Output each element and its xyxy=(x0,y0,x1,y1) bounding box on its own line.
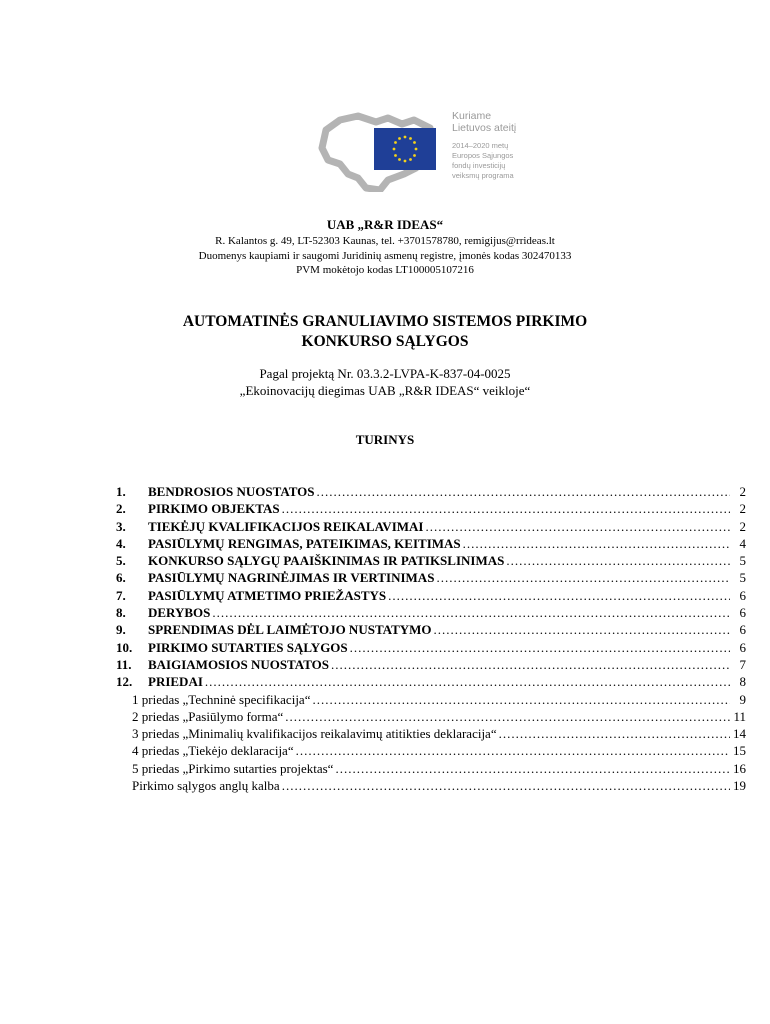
eu-flag-lithuania-map-icon xyxy=(318,110,448,192)
toc-page-number: 5 xyxy=(739,553,746,569)
toc-entry-number: 5. xyxy=(116,553,126,569)
toc-dot-leader xyxy=(388,588,730,604)
toc-entry-title: BAIGIAMOSIOS NUOSTATOS xyxy=(148,656,329,672)
toc-heading: TURINYS xyxy=(355,432,415,447)
toc-page-number: 14 xyxy=(733,726,746,742)
toc-entry-title: TIEKĖJŲ KVALIFIKACIJOS REIKALAVIMAI xyxy=(148,518,424,534)
toc-dot-leader xyxy=(331,657,730,673)
company-address: R. Kalantos g. 49, LT-52303 Kaunas, tel. +3701578780, remigijus@rrideas.lt xyxy=(215,235,555,247)
toc-page-number: 19 xyxy=(733,778,746,794)
toc-entry-number: 3. xyxy=(116,518,126,534)
toc-dot-leader xyxy=(463,536,730,552)
toc-entry-title: 4 priedas „Tiekėjo deklaracija“ xyxy=(132,743,294,759)
company-name: UAB „R&R IDEAS“ xyxy=(326,217,444,232)
eu-funds-logo xyxy=(318,110,538,192)
toc-entry-number: 2. xyxy=(116,501,126,517)
toc-page-number: 6 xyxy=(739,605,746,621)
toc-sub-entry[interactable] xyxy=(116,692,746,709)
toc-sub-entry[interactable] xyxy=(116,778,746,795)
toc-dot-leader xyxy=(296,743,730,759)
toc-dot-leader xyxy=(506,553,730,569)
toc-dot-leader xyxy=(212,605,730,621)
toc-entry-title: PIRKIMO SUTARTIES SĄLYGOS xyxy=(148,639,348,655)
toc-entry[interactable] xyxy=(116,674,746,691)
logo-line: Europos Sąjungos xyxy=(452,151,514,160)
toc-page-number: 2 xyxy=(739,518,746,534)
logo-line: Kuriame xyxy=(452,110,492,122)
toc-entry-number: 6. xyxy=(116,570,126,586)
toc-entry-title: BENDROSIOS NUOSTATOS xyxy=(148,484,315,499)
company-registry: Duomenys kaupiami ir saugomi Juridinių asmenų registre, įmonės kodas 302470133 xyxy=(198,250,572,262)
toc-entry-title: PASIŪLYMŲ RENGIMAS, PATEIKIMAS, KEITIMAS xyxy=(148,535,461,551)
toc-dot-leader xyxy=(205,674,730,690)
toc-page-number: 6 xyxy=(739,587,746,603)
toc-entry[interactable] xyxy=(116,622,746,639)
toc-entry-title: PIRKIMO OBJEKTAS xyxy=(148,501,280,517)
toc-dot-leader xyxy=(285,709,730,725)
toc-dot-leader xyxy=(282,778,730,794)
toc-entry-title: 2 priedas „Pasiūlymo forma“ xyxy=(132,708,284,724)
toc-entry-number: 10. xyxy=(116,639,133,655)
toc-page-number: 5 xyxy=(739,570,746,586)
document-title: KONKURSO SĄLYGOS xyxy=(301,333,469,350)
toc-page-number: 4 xyxy=(739,535,746,551)
toc-entry[interactable] xyxy=(116,605,746,622)
toc-entry-number: 7. xyxy=(116,587,126,603)
toc-entry-title: SPRENDIMAS DĖL LAIMĖTOJO NUSTATYMO xyxy=(148,622,432,638)
toc-page-number: 2 xyxy=(739,484,746,499)
toc-sub-entry[interactable] xyxy=(116,743,746,760)
toc-entry[interactable] xyxy=(116,570,746,587)
toc-page-number: 15 xyxy=(733,743,746,759)
project-number: Pagal projektą Nr. 03.3.2-LVPA-K-837-04-0025 xyxy=(259,366,511,381)
toc-dot-leader xyxy=(312,692,730,708)
toc-entry-title: 5 priedas „Pirkimo sutarties projektas“ xyxy=(132,760,334,776)
logo-caption xyxy=(452,110,548,181)
toc-entry-number: 1. xyxy=(116,484,126,499)
toc-entry-title: Pirkimo sąlygos anglų kalba xyxy=(132,778,280,794)
toc-dot-leader xyxy=(436,570,730,586)
toc-entry-title: PASIŪLYMŲ NAGRINĖJIMAS IR VERTINIMAS xyxy=(148,570,435,586)
toc-entry-number: 11. xyxy=(116,656,132,672)
toc-page-number: 16 xyxy=(733,760,746,776)
toc-entry-title: PRIEDAI xyxy=(148,674,203,690)
toc-page-number: 11 xyxy=(733,708,746,724)
toc-sub-entry[interactable] xyxy=(116,726,746,743)
toc-dot-leader xyxy=(434,622,730,638)
toc-dot-leader xyxy=(425,519,730,535)
toc-entry[interactable] xyxy=(116,588,746,605)
toc-entry[interactable] xyxy=(116,484,746,501)
toc-entry-number: 8. xyxy=(116,605,126,621)
toc-entry[interactable] xyxy=(116,657,746,674)
logo-line: veiksmų programa xyxy=(452,171,514,180)
toc-dot-leader xyxy=(335,761,730,777)
toc-dot-leader xyxy=(350,640,730,656)
toc-entry[interactable] xyxy=(116,501,746,518)
project-name: „Ekoinovacijų diegimas UAB „R&R IDEAS“ veikloje“ xyxy=(239,383,531,398)
toc-sub-entry[interactable] xyxy=(116,761,746,778)
toc-page-number: 9 xyxy=(739,691,746,707)
logo-line: Lietuvos ateitį xyxy=(452,122,517,134)
toc-entry-title: DERYBOS xyxy=(148,605,211,621)
document-title: AUTOMATINĖS GRANULIAVIMO SISTEMOS PIRKIMO xyxy=(182,313,588,330)
toc-page-number: 8 xyxy=(739,674,746,690)
toc-entry[interactable] xyxy=(116,640,746,657)
toc-page-number: 6 xyxy=(739,639,746,655)
logo-line: 2014–2020 metų xyxy=(452,141,509,150)
toc-dot-leader xyxy=(499,726,730,742)
toc-dot-leader xyxy=(282,501,730,517)
toc-page-number: 6 xyxy=(739,622,746,638)
table-of-contents xyxy=(116,484,746,795)
toc-entry-number: 9. xyxy=(116,622,126,638)
toc-entry-title: PASIŪLYMŲ ATMETIMO PRIEŽASTYS xyxy=(148,587,387,603)
toc-sub-entry[interactable] xyxy=(116,709,746,726)
toc-entry-title: 1 priedas „Techninė specifikacija“ xyxy=(132,691,311,707)
toc-entry-number: 4. xyxy=(116,535,126,551)
toc-entry-title: KONKURSO SĄLYGŲ PAAIŠKINIMAS IR PATIKSLINIMAS xyxy=(148,553,505,569)
toc-entry[interactable] xyxy=(116,553,746,570)
toc-page-number: 7 xyxy=(739,656,746,672)
toc-entry[interactable] xyxy=(116,536,746,553)
logo-line: fondų investicijų xyxy=(452,161,506,170)
toc-entry-title: 3 priedas „Minimalių kvalifikacijos reikalavimų atitikties deklaracija“ xyxy=(132,726,497,742)
toc-dot-leader xyxy=(317,484,730,500)
toc-entry[interactable] xyxy=(116,519,746,536)
toc-entry-number: 12. xyxy=(116,674,133,690)
company-vat-code: PVM mokėtojo kodas LT100005107216 xyxy=(296,264,474,276)
toc-page-number: 2 xyxy=(739,501,746,517)
